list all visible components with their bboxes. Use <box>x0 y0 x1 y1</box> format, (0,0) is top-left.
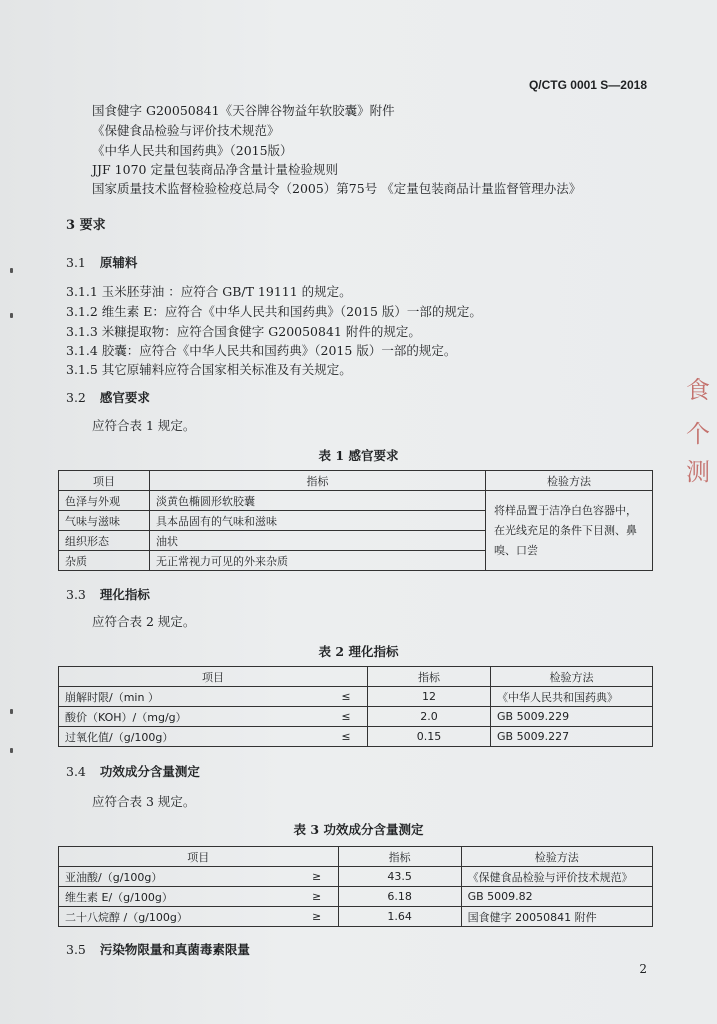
section-paragraph: 应符合表 1 规定。 <box>92 418 196 433</box>
section-3-5-heading <box>66 940 250 958</box>
table-cell: GB 5009.82 <box>461 887 652 907</box>
section-paragraph: 应符合表 2 规定。 <box>92 614 196 629</box>
seal-stamp-char: 个 <box>686 420 710 448</box>
table-cell: ≤ <box>325 727 368 747</box>
section-3-4-heading <box>66 762 200 780</box>
table-cell: GB 5009.227 <box>491 727 653 747</box>
table-3-caption: 表 3 功效成分含量测定 <box>293 822 424 837</box>
table-cell: 12 <box>368 687 491 707</box>
section-3-1-heading <box>66 253 137 271</box>
table-header-row <box>59 847 653 867</box>
table-row <box>59 887 653 907</box>
section-number: 3.1 <box>66 255 86 270</box>
section-number: 3.2 <box>66 390 86 405</box>
table-row <box>59 907 653 927</box>
table-cell: 43.5 <box>338 867 461 887</box>
table-2-caption: 表 2 理化指标 <box>318 644 399 659</box>
section-title: 感官要求 <box>99 390 150 405</box>
table-cell: 亚油酸/（g/100g） <box>59 867 296 887</box>
table-cell: ≥ <box>296 907 339 927</box>
binding-mark <box>10 268 13 273</box>
table-cell: 维生素 E/（g/100g） <box>59 887 296 907</box>
table-cell: 《保健食品检验与评价技术规范》 <box>461 867 652 887</box>
table-cell: 二十八烷醇 /（g/100g） <box>59 907 296 927</box>
binding-mark <box>10 748 13 753</box>
header-cell: 指标 <box>338 847 461 867</box>
section-number: 3.5 <box>66 942 86 957</box>
table-row <box>59 707 653 727</box>
table-header-row <box>59 471 653 491</box>
functional-component-table <box>58 846 653 927</box>
table-cell: 无正常视力可见的外来杂质 <box>150 551 486 571</box>
method-cell: 将样品置于洁净白色容器中，在光线充足的条件下目测、鼻嗅、口尝 <box>486 491 653 571</box>
table-cell: 色泽与外观 <box>59 491 150 511</box>
clause-item: 3.1.2 维生素 E：应符合《中华人民共和国药典》（2015 版）一部的规定。 <box>66 304 482 319</box>
table-cell: ≤ <box>325 687 368 707</box>
physicochemical-table <box>58 666 653 747</box>
table-cell: 杂质 <box>59 551 150 571</box>
section-3-heading: 3 要求 <box>66 218 106 233</box>
section-paragraph: 应符合表 3 规定。 <box>92 794 196 809</box>
table-cell: ≤ <box>325 707 368 727</box>
table-cell: 6.18 <box>338 887 461 907</box>
table-cell: 具本品固有的气味和滋味 <box>150 511 486 531</box>
header-cell: 指标 <box>150 471 486 491</box>
table-row <box>59 687 653 707</box>
table-row <box>59 727 653 747</box>
binding-mark <box>10 313 13 318</box>
header-cell: 项目 <box>59 471 150 491</box>
binding-mark <box>10 709 13 714</box>
table-cell: ≥ <box>296 887 339 907</box>
table-cell: ≥ <box>296 867 339 887</box>
table-header-row <box>59 667 653 687</box>
reference-line: JJF 1070 定量包装商品净含量计量检验规则 <box>92 162 338 177</box>
clause-item: 3.1.4 胶囊：应符合《中华人民共和国药典》（2015 版）一部的规定。 <box>66 343 457 358</box>
header-cell: 项目 <box>59 847 339 867</box>
table-cell: 油状 <box>150 531 486 551</box>
table-cell: 过氧化值/（g/100g） <box>59 727 326 747</box>
table-cell: GB 5009.229 <box>491 707 653 727</box>
header-cell: 检验方法 <box>486 471 653 491</box>
document-number: Q/CTG 0001 S—2018 <box>528 78 647 92</box>
reference-line: 国食健字 G20050841《天谷牌谷物益年软胶囊》附件 <box>92 103 395 118</box>
header-cell: 检验方法 <box>461 847 652 867</box>
table-cell: 1.64 <box>338 907 461 927</box>
table-1-caption: 表 1 感官要求 <box>318 448 399 463</box>
reference-line: 《中华人民共和国药典》（2015版） <box>92 143 293 158</box>
table-cell: 酸价（KOH）/（mg/g） <box>59 707 326 727</box>
page-number: 2 <box>639 962 647 976</box>
section-title: 污染物限量和真菌毒素限量 <box>99 942 250 957</box>
table-cell: 《中华人民共和国药典》 <box>491 687 653 707</box>
clause-item: 3.1.3 米糠提取物：应符合国食健字 G20050841 附件的规定。 <box>66 324 421 339</box>
header-cell: 项目 <box>59 667 368 687</box>
sensory-table <box>58 470 653 571</box>
section-title: 功效成分含量测定 <box>99 764 200 779</box>
header-cell: 检验方法 <box>491 667 653 687</box>
section-title: 理化指标 <box>99 587 150 602</box>
section-3-2-heading <box>66 388 150 406</box>
section-number: 3.4 <box>66 764 86 779</box>
section-number: 3.3 <box>66 587 86 602</box>
table-cell: 国食健字 20050841 附件 <box>461 907 652 927</box>
section-3-3-heading <box>66 585 150 603</box>
table-cell: 0.15 <box>368 727 491 747</box>
header-cell: 指标 <box>368 667 491 687</box>
section-title: 原辅料 <box>99 255 138 270</box>
table-row <box>59 867 653 887</box>
clause-item: 3.1.5 其它原辅料应符合国家相关标准及有关规定。 <box>66 362 352 377</box>
table-cell: 组织形态 <box>59 531 150 551</box>
clause-item: 3.1.1 玉米胚芽油 ：应符合 GB/T 19111 的规定。 <box>66 284 352 299</box>
table-cell: 淡黄色椭圆形软胶囊 <box>150 491 486 511</box>
table-cell: 崩解时限/（min ） <box>59 687 326 707</box>
table-row <box>59 491 653 511</box>
seal-stamp-char: 测 <box>686 458 710 486</box>
table-cell: 气味与滋味 <box>59 511 150 531</box>
seal-stamp-char: 食 <box>686 376 710 404</box>
reference-line: 《保健食品检验与评价技术规范》 <box>92 123 280 138</box>
reference-line: 国家质量技术监督检验检疫总局令（2005）第75号 《定量包装商品计量监督管理办法》 <box>92 181 582 196</box>
table-cell: 2.0 <box>368 707 491 727</box>
